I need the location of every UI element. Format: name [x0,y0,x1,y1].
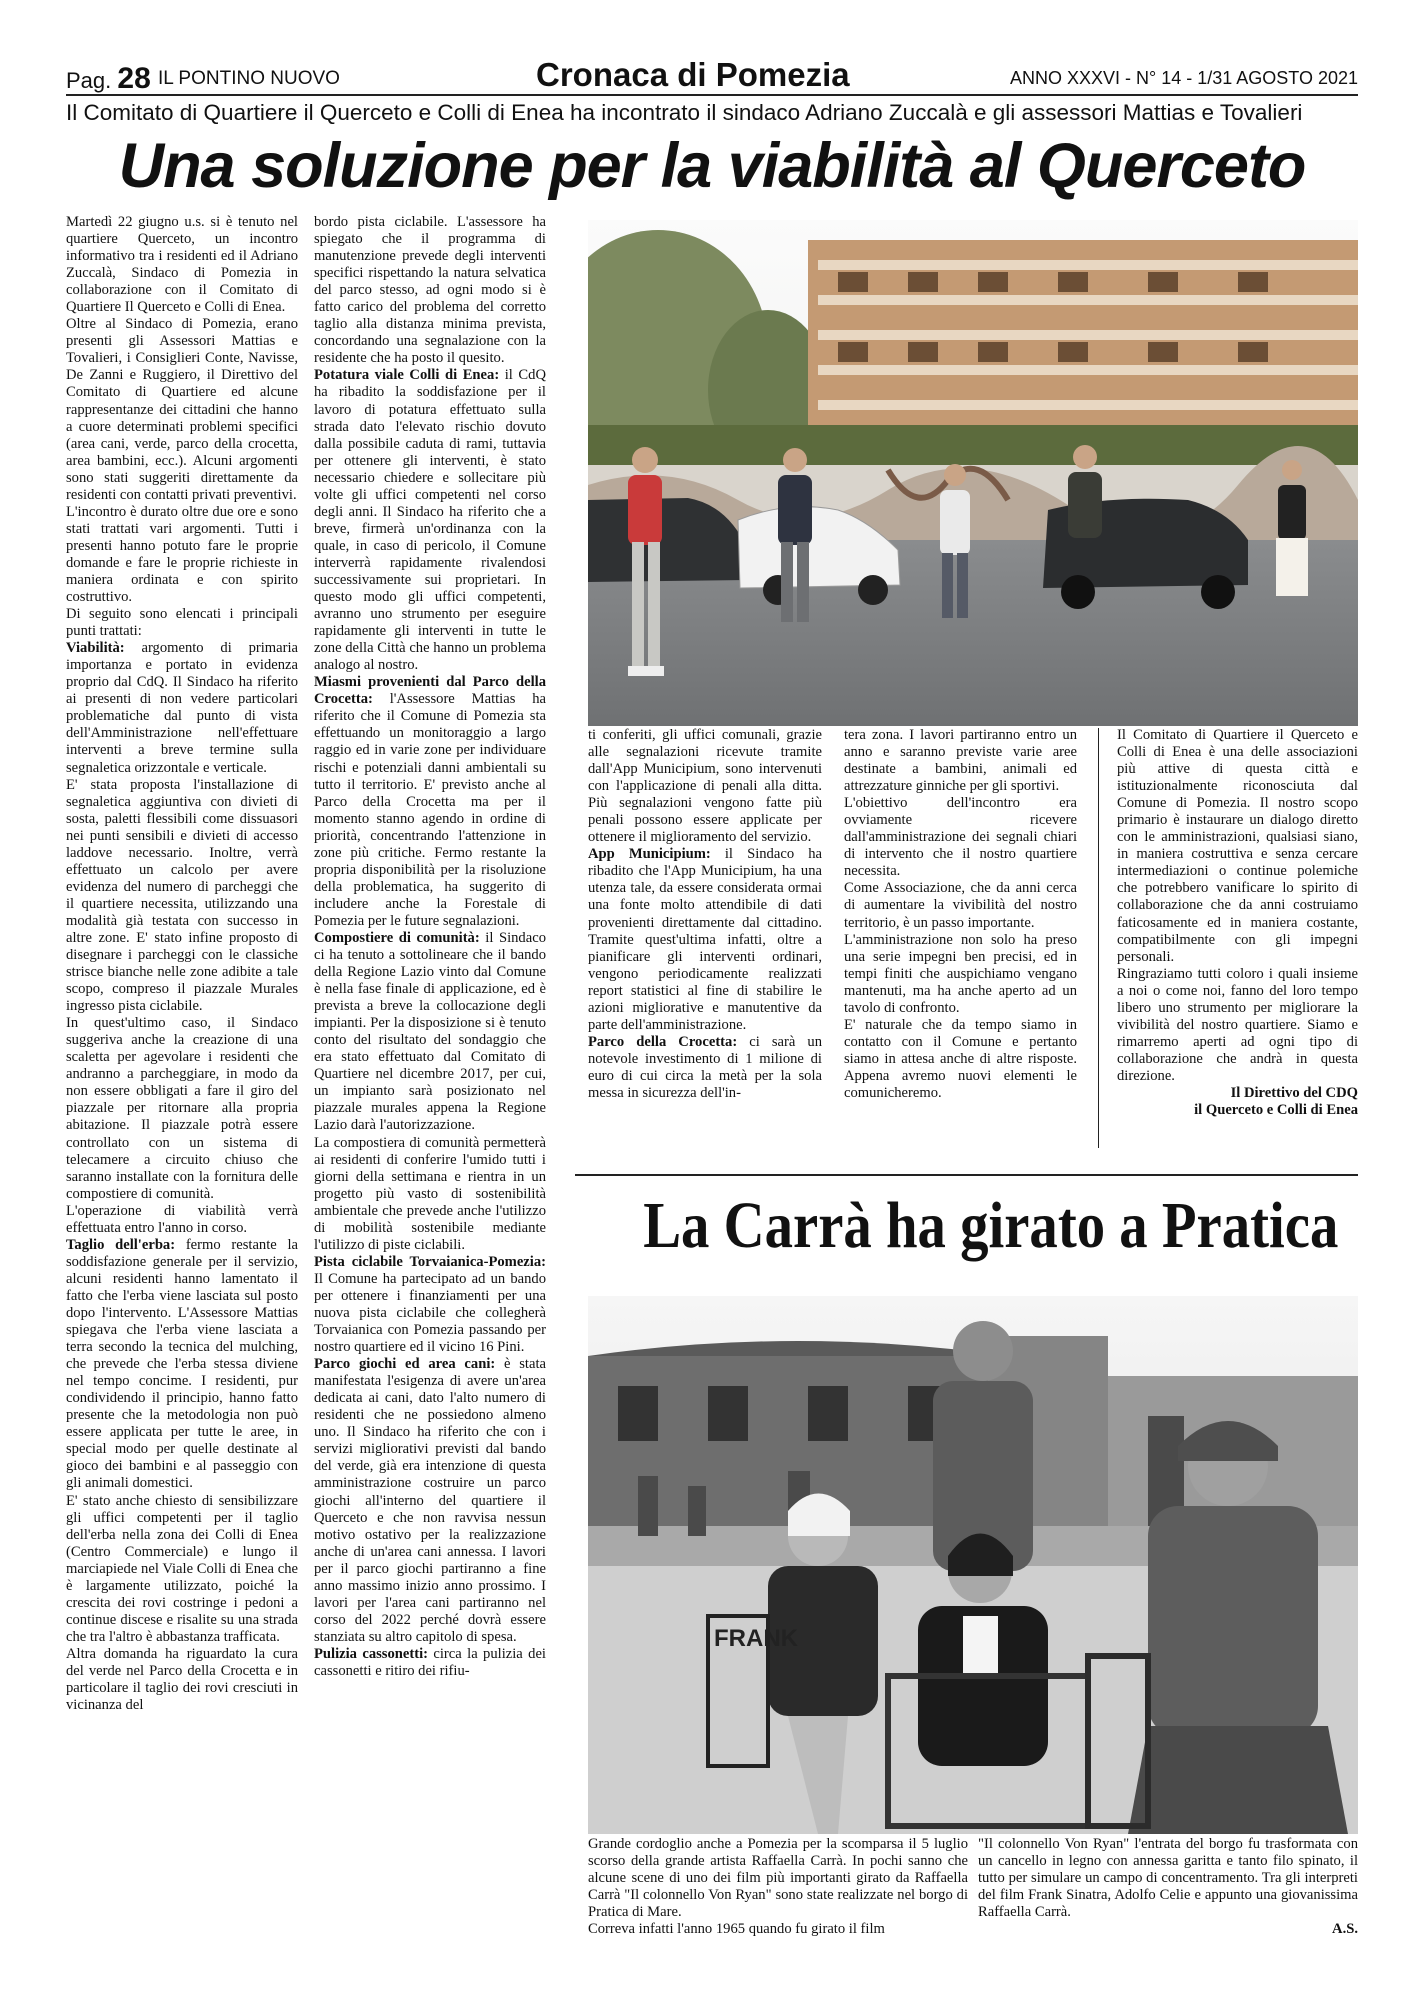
pratica-headline: La Carrà ha girato a Pratica [643,1189,1339,1262]
article-column-5 [1117,727,1358,1119]
paragraph: L'obiettivo dell'incontro era ovviamente ricevere dall'amministrazione dei segnali chiari di intervento che il nostro quartiere necessita. [844,795,1077,880]
paragraph: Altra domanda ha riguardato la cura del verde nel Parco della Crocetta e in particolare il taglio dei rovi cresciuti in vicinanza del [66,1645,298,1714]
column-5-paragraphs [1117,727,1358,1085]
column-4-paragraphs [844,727,1077,1102]
paragraph: Potatura viale Colli di Enea: il CdQ ha ribadito la soddisfazione per il lavoro di potatura effettuato sulla strada dato l'elevato rischio dovuto dalla possibile caduta di rami, tuttavia per ottenere gli interventi, è stato necessario chiedere e sollecitare più volte gli uffici competenti nel corso degli anni. Il Sindaco ha riferito che a breve, firmerà un'ordinanza con la quale, in caso di pericolo, il Comune interverrà rapidamente rivalendosi successivamente sui proprietari. In questo modo gli uffici competenti, avranno uno strumento per eseguire rapidamente gli interventi in tutte le zone della Città che hanno un problema analogo al nostro. [314,367,546,674]
paragraph: La compostiera di comunità permetterà ai residenti di conferire l'umido tutti i giorni della settimana e rientra in un progetto più vasto di sostenibilità ambientale che prevede anche l'utilizzo di mobilità sostenibile mediante l'utilizzo di piste ciclabili. [314,1134,546,1253]
column-1-paragraphs [66,214,298,1714]
article-column-3 [588,727,822,1102]
paragraph: Miasmi provenienti dal Parco della Crocetta: l'Assessore Mattias ha riferito che il Comune di Pomezia sta effettuando un monitoraggio a largo raggio ed in varie zone per individuare rischi e potenziali danni ambientali su tutto il territorio. E' previsto anche al Parco della Crocetta ma per il momento stanno agendo in ordine di priorità, concentrando l'attenzione in zone più critiche. Fermo restante la propria disponibilità per la risoluzione della problematica, ha suggerito di includere anche la Forestale di Pomezia per le future segnalazioni. [314,674,546,929]
paragraph: Compostiere di comunità: il Sindaco ci ha tenuto a sottolineare che il bando della Regione Lazio vinto dal Comune è nella fase finale di applicazione, ed è prevista a breve la collocazione degli impianti. Per la disposizione si è tenuto conto del risultato del sondaggio che era stato effettuato dal Comitato di Quartiere nel dicembre 2017, per cui, un impianto sarà posizionato nel piazzale murales appena la Regione Lazio darà l'autorizzazione. [314,929,546,1134]
signature-line-1: Il Direttivo del CDQ [1230,1084,1358,1101]
paragraph: Il Comitato di Quartiere il Querceto e Colli di Enea è una delle associazioni più attive di questa città e istituzionalmente riconosciuta dal Comune di Pomezia. Il nostro scopo primario è instaurare un dialogo diretto con le amministrazioni, qualsiasi siano, in maniera costruttiva e senza cercare intermediazioni o continue polemiche che potrebbero vanificare lo spirito di collaborazione che da anni costruiamo faticosamente ed in maniera costante, compatibilmente con gli impegni personali. [1117,727,1358,965]
column-3-paragraphs [588,727,822,1102]
paragraph: L'operazione di viabilità verrà effettuata entro l'anno in corso. [66,1202,298,1236]
section-divider [575,1174,1358,1176]
photo-caption-right [978,1836,1358,1938]
paragraph: Come Associazione, che da anni cerca di aumentare la vivibilità del nostro territorio, è un passo importante. [844,880,1077,931]
paragraph: App Municipium: il Sindaco ha ribadito che l'App Municipium, ha una utenza tale, da essere considerata ormai una fonte molto attendibile di dati provenienti direttamente dal cittadino. Tramite quest'ultima infatti, oltre a pianificare gli interventi ordinari, vengono periodicamente realizzati report statistici al fine di stabilire le azioni migliorative e manutentive da parte dell'amministrazione. [588,846,822,1033]
paragraph: E' stato anche chiesto di sensibilizzare gli uffici competenti per il taglio dell'erba nella zona dei Colli di Enea (Centro Commerciale) e lungo il marciapiede nel Viale Colli di Enea che è largamente utilizzato, poiché la crescita dei rovi costringe i pedoni a continue discese e risalite su una strada che tra l'altro è abbastanza trafficata. [66,1492,298,1645]
photo-caption-left [588,1836,968,1938]
column-divider [1098,728,1099,1148]
caption-left-text: Grande cordoglio anche a Pomezia per la scomparsa il 5 luglio scorso della grande artista Raffaella Carrà. In pochi sanno che alcune scene di uno dei film più importanti girato da Raffaella Carrà "Il colonnello Von Ryan" sono state realizzate nel borgo di Pratica di Mare. [588,1836,968,1921]
paragraph: Ringraziamo tutti coloro i quali insieme a noi o come noi, fanno del loro tempo libero uno strumento per migliorare la vivibilità del nostro quartiere. Siamo e rimarremo aperti ad ogni tipo di collaborazione che andrà in questa direzione. [1117,965,1358,1084]
author-initials: A.S. [1332,1921,1358,1938]
paragraph: E' stata proposta l'installazione di segnaletica aggiuntiva con divieti di sosta, paletti flessibili come dissuasori nei punti sensibili e divieti di accesso laddove necessario. Inoltre, verrà effettuato un calcolo per avere evidenza del numero di parcheggi che il quartiere necessita, utilizzando una modalità già testata con successo in altre zone. E' stato infine proposto di disegnare i parcheggi con le classiche strisce bianche nelle zone adibite a tale scopo, compreso il piazzale Murales ingresso pista ciclabile. [66,776,298,1015]
article-column-1 [66,214,298,1714]
paragraph: Pulizia cassonetti: circa la pulizia dei cassonetti e ritiro dei rifiu- [314,1645,546,1679]
caption-left-text-2: Correva infatti l'anno 1965 quando fu girato il film [588,1921,885,1938]
paragraph: L'amministrazione non solo ha preso una serie impegni ben precisi, ed in tempi finiti che auspichiamo vengano mantenuti, ma ha anche aperto ad un tavolo di confronto. [844,931,1077,1016]
column-2-paragraphs [314,214,546,1680]
paragraph: tera zona. I lavori partiranno entro un anno e saranno previste varie aree destinate a bambini, animali ed attrezzature ginniche per gli sportivi. [844,727,1077,795]
paragraph: Parco giochi ed area cani: è stata manifestata l'esigenza di avere un'area dedicata ai cani, dato l'alto numero di residenti che ne possiedono almeno uno. Il Sindaco ha riferito che con i servizi migliorativi previsti dal bando del verde, già era intenzione di questa amministrazione costruire un parco giochi all'interno del quartiere il Querceto e che non ravvisa nessun motivo ostativo per la realizzazione anche di un'area cani annessa. I lavori per il parco giochi partiranno a fine anno massimo inizio anno prossimo. I lavori per l'area cani partiranno nel corso del 2022 perché dovrà essere stanziata su altro capitolo di spesa. [314,1356,546,1645]
paragraph: Oltre al Sindaco di Pomezia, erano presenti gli Assessori Mattias e Tovalieri, i Consiglieri Conte, Navisse, De Zanni e Ruggiero, il Direttivo del Comitato di Quartiere ed alcune rappresentanze dei cittadini che hanno a cuore determinati problemi specifici (area cani, verde, parco della crocetta, area bambini, ecc.). Alcuni argomenti sono stati suggeriti direttamente da residenti con contatti privati preventivi. [66,316,298,503]
film-set-photo [588,1296,1358,1834]
section-title: Cronaca di Pomezia [536,56,850,93]
paragraph: ti conferiti, gli uffici comunali, grazie alle segnalazioni ricevute tramite dall'App Municipium, sono intervenuti con l'applicazione di penali alla ditta. Più segnalazioni vengono fatte più penali possono essere applicate per ottenere il miglioramento del servizio. [588,727,822,846]
paragraph: bordo pista ciclabile. L'assessore ha spiegato che il programma di manutenzione prevede degli interventi specifici rispettando la natura selvatica del parco stesso, ad ogni modo si è fatto carico del problema del corretto taglio alla distanza minima prevista, concordando una segnalazione con la residente che ha posto il quesito. [314,214,546,367]
page-header [66,56,1358,96]
article-column-2 [314,214,546,1680]
article-kicker: Il Comitato di Quartiere il Querceto e Colli di Enea ha incontrato il sindaco Adriano Zuccalà e gli assessori Mattias e Tovalieri [66,100,1303,125]
paragraph: Parco della Crocetta: ci sarà un notevole investimento di 1 milione di euro di cui circa la metà per la sola messa in sicurezza dell'in- [588,1033,822,1101]
article-column-4 [844,727,1077,1102]
chair-label: FRANK [714,1625,798,1652]
caption-right-text: "Il colonnello Von Ryan" l'entrata del borgo fu trasformata con un cancello in legno con annessa garitta e tanto filo spinato, il tutto per simulare un campo di concentramento. Tra gli interpreti del film Frank Sinatra, Adolfo Celie e appunto una giovanissima Raffaella Carrà. [978,1836,1358,1921]
newspaper-name: IL PONTINO NUOVO [158,68,340,89]
signature-line-2: il Querceto e Colli di Enea [1194,1102,1358,1119]
paragraph: E' naturale che da tempo siamo in contatto con il Comune e pertanto siamo in attesa anche di altre risposte. Appena avremo nuovi elementi le comunicheremo. [844,1016,1077,1101]
paragraph: L'incontro è durato oltre due ore e sono stati trattati vari argomenti. Tutti i presenti hanno potuto fare le proprie domande e fare le proprie richieste in maniera ordinata e con spirito costruttivo. [66,503,298,606]
paragraph: Martedì 22 giugno u.s. si è tenuto nel quartiere Querceto, un incontro informativo tra i residenti ed il Adriano Zuccalà, Sindaco di Pomezia in collaborazione con il Comitato di Quartiere Il Querceto e Colli di Enea. [66,214,298,316]
meeting-photo [588,220,1358,726]
issue-info: ANNO XXXVI - N° 14 - 1/31 AGOSTO 2021 [1009,68,1358,88]
paragraph: Viabilità: argomento di primaria importanza e portato in evidenza proprio dal CdQ. Il Sindaco ha riferito ai presenti di non vedere particolari problematiche dal punto di vista dell'Amministrazione nell'effettuare interventi a breve termine sulla segnaletica orizzontale e verticale. [66,640,298,776]
paragraph: In quest'ultimo caso, il Sindaco suggeriva anche la creazione di una scaletta per agevolare i residenti che andranno a parcheggiare, in modo da non essere obbligati a fare il giro del piazzale per ritornare alla propria abitazione. Il piazzale potrà essere controllato con un sistema di telecamere a circuito chiuso che saranno installate con la fornitura delle compostiere di comunità. [66,1015,298,1202]
paragraph: Pista ciclabile Torvaianica-Pomezia: Il Comune ha partecipato ad un bando per ottenere i finanziamenti per una nuova pista ciclabile che collegherà Torvaianica con Pomezia passando per nostro quartiere ed il vicino 16 Pini. [314,1253,546,1356]
paragraph: Taglio dell'erba: fermo restante la soddisfazione generale per il servizio, alcuni residenti hanno lamentato il fatto che l'erba viene lasciata sul posto dopo l'intervento. L'Assessore Mattias spiegava che l'erba viene lasciata a terra secondo la tecnica del mulching, che prevede che l'erba stessa diviene nel tempo concime. I residenti, pur condividendo il principio, hanno fatto presente che la metodologia non può essere applicata per tutte le aree, in special modo per quelle destinate al gioco dei bambini e al passeggio con gli animali domestici. [66,1236,299,1492]
article-headline: Una soluzione per la viabilità al Querceto [118,131,1306,201]
page-number: Pag. 28 [66,62,151,95]
paragraph: Di seguito sono elencati i principali punti trattati: [66,606,298,640]
